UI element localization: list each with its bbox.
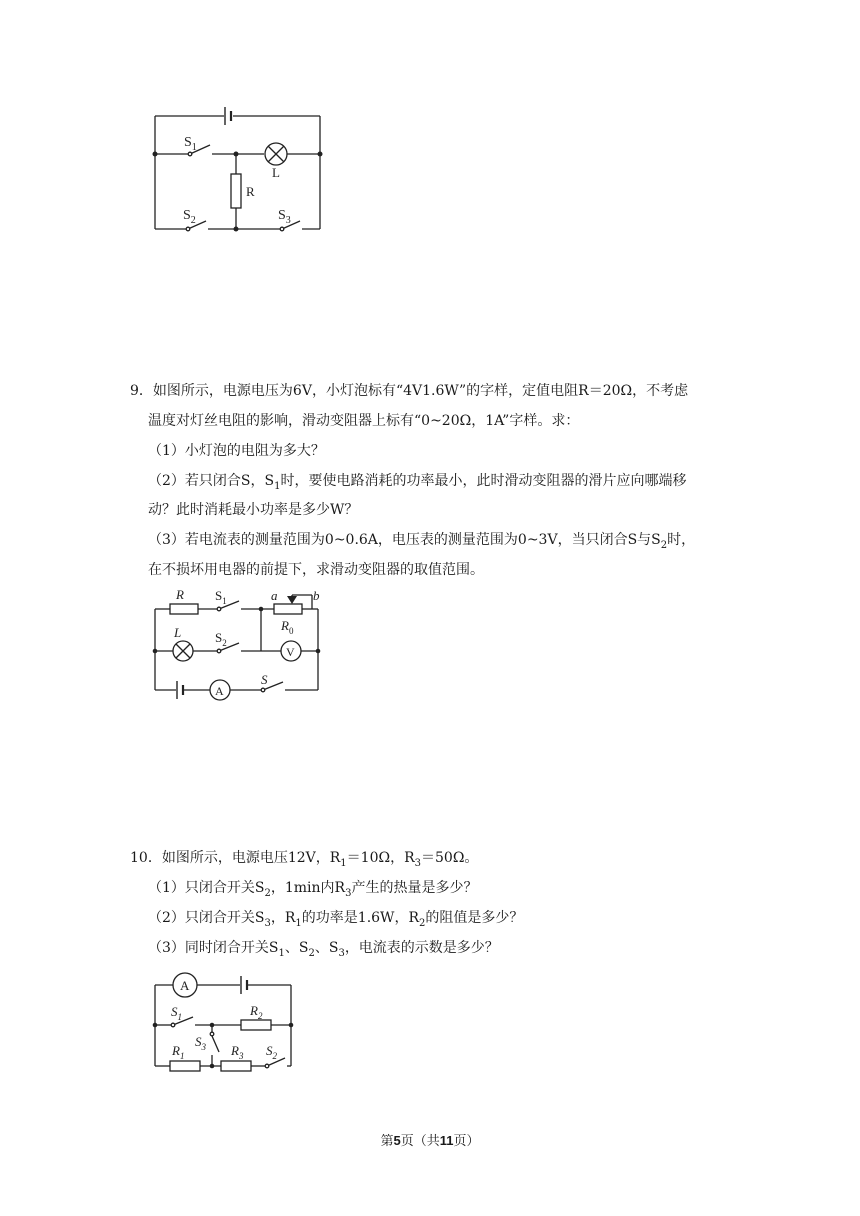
q9-part2-line1: （2）若只闭合S，$S_1$时，要使电路消耗的功率最小，此时滑动变阻器的滑片应向哪端移	[148, 473, 687, 492]
q10-label-s2: $S_2$	[266, 1043, 277, 1061]
q9-part1: （1）小灯泡的电阻为多大？	[148, 443, 325, 459]
q10-label-ammeter: A	[180, 978, 190, 993]
q9-label-v: V	[286, 645, 295, 659]
q10-part3: （3）同时闭合开关$S_1$、$S_2$、$S_3$，电流表的示数是多少？	[148, 940, 499, 959]
q9-stem-line2: 温度对灯丝电阻的影响，滑动变阻器上标有“0~20Ω，1A”字样。求：	[148, 413, 580, 429]
q8-label-s1: $S_1$	[184, 135, 197, 153]
q9-part3-line2: 在不损坏用电器的前提下，求滑动变阻器的取值范围。	[148, 562, 484, 578]
q9-label-b: b	[313, 588, 320, 603]
q10-stem: 10．如图所示，电源电压12V，$R_1=10\Omega$，$R_3=50\Omega$。	[130, 850, 479, 869]
footer-total-pages: 11	[439, 1133, 454, 1148]
q10-resistor-r2	[241, 1020, 271, 1030]
q10-switch-s3	[212, 1036, 219, 1052]
q9-part3-line1: （3）若电流表的测量范围为0~0.6A，电压表的测量范围为0~3V，当只闭合S与$S_2$时，	[148, 532, 696, 551]
q8-label-s2: $S_2$	[183, 208, 196, 226]
q9-label-r: R	[176, 587, 184, 602]
q9-label-r0: $R_0$	[281, 618, 294, 636]
q9-label-a: a	[271, 588, 278, 603]
q10-part1: （1）只闭合开关$S_2$，1min内$R_3$产生的热量是多少？	[148, 880, 478, 899]
q10-part2: （2）只闭合开关$S_3$，$R_1$的功率是1.6W，$R_2$的阻值是多少？	[148, 910, 524, 929]
q9-stem-line1: 9．如图所示，电源电压为6V，小灯泡标有“4V1.6W”的字样，定值电阻R＝20Ω，不考虑	[130, 383, 689, 399]
q9-number: 9．	[130, 383, 153, 399]
q9-label-ammeter: A	[215, 684, 224, 698]
q9-label-s: S	[261, 672, 268, 687]
q8-label-lamp: L	[272, 165, 280, 180]
q10-resistor-r3	[221, 1061, 251, 1071]
q10-number: 10．	[130, 850, 162, 866]
page-footer: 第5页（共11页）	[380, 1133, 480, 1149]
q10-resistor-r1	[170, 1061, 200, 1071]
q9-part2-line2: 动？此时消耗最小功率是多少W？	[148, 502, 359, 518]
q8-label-s3: $S_3$	[278, 208, 291, 226]
q10-label-s1: $S_1$	[171, 1004, 182, 1022]
footer-page-number: 5	[393, 1133, 401, 1148]
q9-label-l: L	[174, 625, 182, 640]
q10-label-s3: $S_3$	[195, 1034, 206, 1052]
q10-label-r1: $R_1$	[172, 1043, 185, 1061]
q9-label-s2: $S_2$	[215, 630, 227, 648]
q10-label-r2: $R_2$	[250, 1003, 263, 1021]
q8-label-resistor: R	[246, 184, 255, 199]
q10-label-r3: $R_3$	[231, 1043, 244, 1061]
q9-label-s1: $S_1$	[215, 588, 227, 606]
